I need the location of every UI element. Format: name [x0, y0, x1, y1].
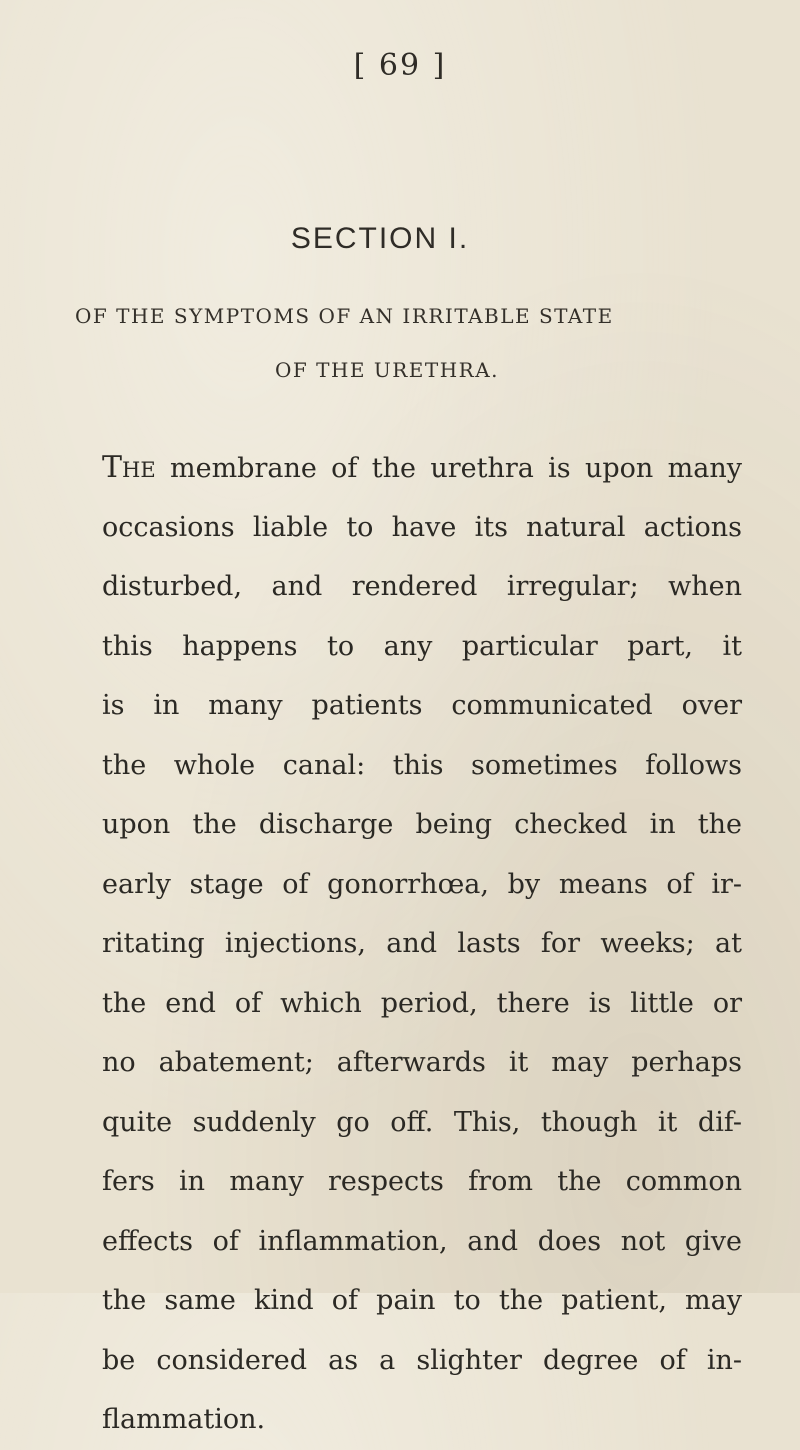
text-line: upon the discharge being checked in the — [102, 809, 742, 840]
text-line-last: flammation. — [102, 1404, 266, 1435]
text-line: the same kind of pain to the patient, may — [102, 1285, 742, 1316]
text-line: is in many patients communicated over — [102, 690, 742, 721]
page-number: [ 69 ] — [353, 48, 447, 83]
text-line: this happens to any particular part, it — [102, 630, 742, 662]
text-line: disturbed, and rendered irregular; when — [102, 571, 742, 602]
section-subtitle-line-1: OF THE SYMPTOMS OF AN IRRITABLE STATE — [75, 304, 614, 328]
text-line: quite suddenly go off. This, though it dif- — [102, 1106, 742, 1138]
text-line: effects of inflammation, and does not give — [102, 1225, 742, 1257]
text-line — [102, 438, 742, 498]
text-line: ritating injections, and lasts for weeks; at — [102, 928, 742, 959]
section-subtitle-line-2: OF THE URETHRA. — [275, 358, 500, 382]
text-line: the end of which period, there is little or — [102, 987, 742, 1019]
text-line: occasions liable to have its natural actions — [102, 511, 742, 543]
body-paragraph — [102, 438, 742, 1450]
text-line: no abatement; afterwards it may perhaps — [102, 1047, 742, 1078]
text-line: the whole canal: this sometimes follows — [102, 749, 742, 781]
text-line: early stage of gonorrhœa, by means of ir- — [102, 868, 742, 900]
first-line-text: membrane of the urethra is upon many — [170, 453, 742, 484]
text-line: be considered as a slighter degree of in- — [102, 1344, 742, 1376]
text-line: fers in many respects from the common — [102, 1166, 742, 1197]
section-heading: SECTION I. — [290, 222, 470, 255]
lead-word: The — [102, 450, 156, 485]
